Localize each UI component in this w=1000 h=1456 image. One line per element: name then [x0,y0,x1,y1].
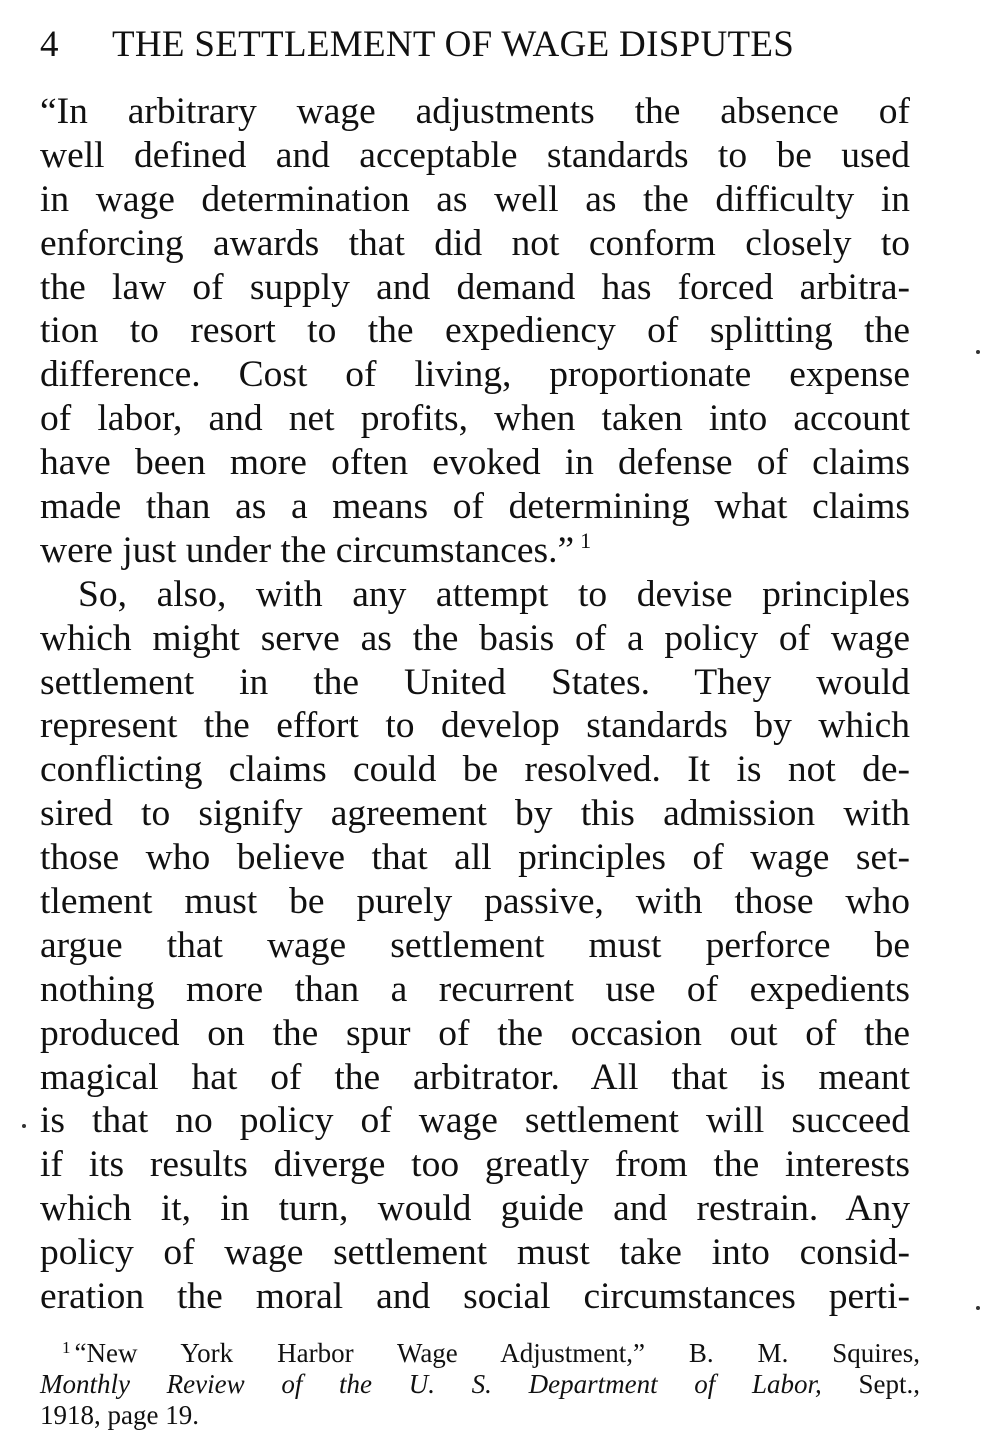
text-line-paragraph-start: So, also, with any attempt to devise principles [78,573,910,615]
text-line: which it, in turn, would guide and restrain. Any [40,1188,910,1230]
text-line: enforcing awards that did not conform closely to [40,222,910,264]
text-line: if its results diverge too greatly from the interests [40,1144,910,1186]
text-line: tlement must be purely passive, with those who [40,881,910,923]
body-text [40,90,910,1319]
text-line: produced on the spur of the occasion out of the [40,1012,910,1054]
footnote-journal-title: Monthly Review of the U. S. Department of Labor, [40,1369,822,1399]
text-line: have been more often evoked in defense of claims [40,442,910,484]
footnote-citation: “New York Harbor Wage Adjustment,” B. M. Squires, [74,1338,920,1368]
footnote-reference: 1 [580,527,592,553]
text-line-quote-end [40,529,910,573]
text-line: tion to resort to the expediency of splitting the [40,310,910,352]
text-line: well defined and acceptable standards to be used [40,134,910,176]
text-line: those who believe that all principles of wage set- [40,837,910,879]
text-line: is that no policy of wage settlement will succeed [40,1100,910,1142]
scan-speck [976,350,980,354]
text-line: eration the moral and social circumstances perti- [40,1276,910,1318]
text-line: were just under the circumstances.” [40,529,575,571]
running-head [40,20,920,70]
text-line: difference. Cost of living, proportionate expense [40,354,910,396]
text-line: settlement in the United States. They would [40,661,910,703]
footnote-mark: 1 [62,1338,71,1357]
text-line: which might serve as the basis of a policy of wage [40,617,910,659]
running-title: THE SETTLEMENT OF WAGE DISPUTES [112,24,795,65]
footnote-line [40,1338,920,1369]
footnote [40,1338,920,1431]
text-line: conflicting claims could be resolved. It is not de- [40,749,910,791]
text-line: in wage determination as well as the difficulty in [40,178,910,220]
footnote-line: 1918, page 19. [40,1400,199,1430]
text-line: sired to signify agreement by this admission with [40,793,910,835]
text-line: “In arbitrary wage adjustments the absence of [40,91,910,132]
text-line: made than as a means of determining what claims [40,486,910,528]
footnote-date: Sept., [821,1369,920,1399]
text-line: policy of wage settlement must take into consid- [40,1232,910,1274]
text-line: the law of supply and demand has forced arbitra- [40,266,910,308]
footnote-line [40,1369,920,1400]
page-number: 4 [40,24,59,65]
text-line: represent the effort to develop standards by which [40,705,910,747]
text-line: argue that wage settlement must perforce be [40,924,910,966]
scan-speck [976,1306,980,1310]
text-line: of labor, and net profits, when taken into account [40,398,910,440]
text-line: nothing more than a recurrent use of expedients [40,968,910,1010]
text-line: magical hat of the arbitrator. All that is meant [40,1056,910,1098]
scan-speck [22,1124,26,1128]
